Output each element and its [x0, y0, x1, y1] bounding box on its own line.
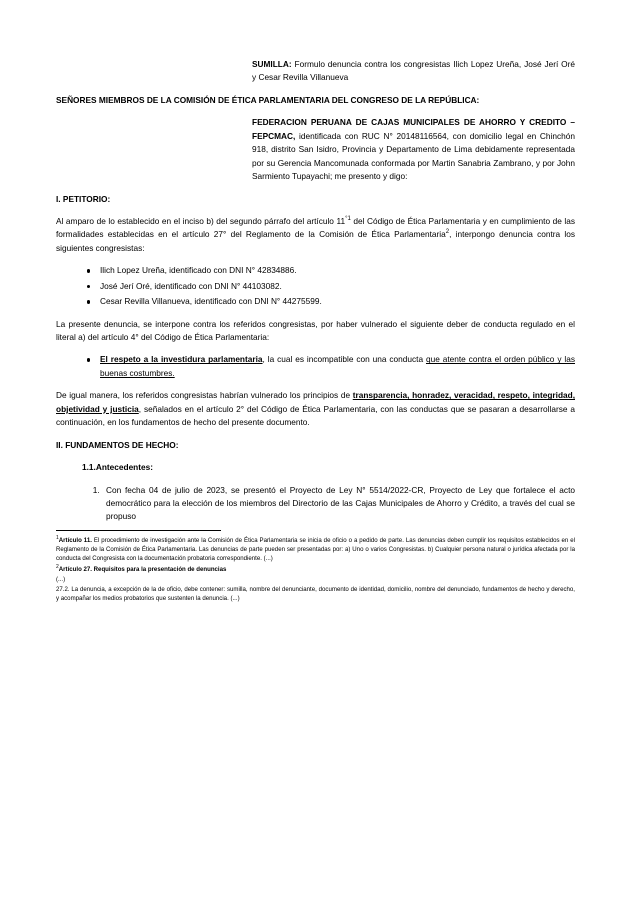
list-item	[100, 353, 575, 380]
party-details: identificada con RUC N° 20148116564, con domicilio legal en Chinchón 918, distrito San Isidro, Provincia y Departamento de Lima debidamente representada por su Gerencia Mancomunada conformada por Martin Sanabria Zambrano, y por John Sarmiento Tupayachi; me presento y digo:	[252, 130, 575, 182]
party-block	[252, 116, 575, 183]
footnote-2-mark: 2	[56, 563, 59, 570]
footnote-separator	[56, 530, 221, 531]
footnote-2	[56, 564, 575, 574]
antecedentes-list	[56, 484, 575, 524]
footnote-1-bold: Artículo 11.	[58, 536, 92, 544]
list-item: José Jerí Oré, identificado con DNI N° 44103082.	[100, 280, 575, 293]
list-item: Cesar Revilla Villanueva, identificado con DNI N° 44275599.	[100, 295, 575, 308]
footnote-2-line2: (...)	[56, 575, 66, 583]
petitorio-part2: del Código de Ética Parlamentaria y en cumplimiento de las formalidades establecidas en el artículo 27° del Reglamento de la Comisión de Ética Parlamentaria	[56, 215, 575, 240]
petitorio-part3: , interpongo denuncia contra los siguientes congresistas:	[56, 229, 575, 253]
sumilla-label: SUMILLA:	[252, 59, 292, 69]
footnote-1	[56, 535, 575, 563]
section-fundamentos-title: II. FUNDAMENTOS DE HECHO:	[56, 439, 179, 450]
principios-part1: De igual manera, los referidos congresistas habrían vulnerado los principios de	[56, 390, 353, 401]
footnote-ref-1: °1	[345, 216, 351, 223]
deber-underlined-1: El respeto a la investidura parlamentaria	[100, 354, 263, 365]
footnotes-area	[56, 535, 575, 603]
footnote-2-line3: 27.2. La denuncia, a excepción de la de oficio, debe contener: sumilla, nombre del denunciante, documento de identidad, domicilio, nombre del denunciado, fundamentos de hecho y derecho, y acompañar los medios probatorios que sustenten la denuncia. (...)	[56, 585, 575, 602]
deber-middle: , la cual es incompatible con una conducta	[262, 354, 426, 365]
party-name: FEDERACION PERUANA DE CAJAS MUNICIPALES DE AHORRO Y CREDITO – FEPCMAC,	[252, 117, 575, 141]
petitorio-part1: Al amparo de lo establecido en el inciso b) del segundo párrafo del artículo 11	[56, 215, 346, 226]
principios-paragraph	[56, 389, 575, 429]
denuncia-paragraph: La presente denuncia, se interpone contra los referidos congresistas, por haber vulnerado el siguiente deber de conducta regulado en el literal a) del artículo 4° del Código de Ética Parlamentaria:	[56, 318, 575, 342]
subsection-antecedentes-title: 1.1.Antecedentes:	[82, 462, 154, 473]
principios-underlined: transparencia, honradez, veracidad, respeto, integridad, objetividad y justicia	[56, 390, 575, 414]
sumilla-block	[252, 58, 575, 85]
list-item: 1. Con fecha 04 de julio de 2023, se presentó el Proyecto de Ley N° 5514/2022-CR, Proyecto de Ley que fortalece el acto democrático para la elección de los miembros del Directorio de las Cajas Municipales de Ahorro y Crédito, a través del cual se propuso	[102, 484, 575, 524]
list-item: Ilich Lopez Ureña, identificado con DNI N° 42834886.	[100, 264, 575, 277]
document-body	[56, 58, 575, 603]
principios-part2: , señalados en el artículo 2° del Código de Ética Parlamentaria, con las conductas que se pasaran a desarrollarse a continuación, en los fundamentos de hecho del presente documento.	[56, 403, 575, 428]
congresistas-list	[56, 264, 575, 308]
deber-list	[56, 353, 575, 380]
footnote-ref-2: 2	[445, 229, 450, 236]
deber-underlined-2: que atente contra el orden público y las buenas costumbres.	[100, 354, 575, 378]
sumilla-text: Formulo denuncia contra los congresistas Ilich Lopez Ureña, José Jerí Oré y Cesar Revilla Villanueva	[252, 59, 575, 83]
section-petitorio-title: I. PETITORIO:	[56, 193, 111, 204]
footnote-1-mark: 1	[56, 534, 59, 541]
footnote-1-text: El procedimiento de investigación ante la Comisión de Ética Parlamentaria se inicia de oficio o a pedido de parte. Las denuncias deben cumplir los requisitos establecidos en el Reglamento de la Comisión de Ética Parlamentaria. Las denuncias de parte pueden ser presentadas por: a) Uno o varios Congresistas. b) Cualquier persona natural o jurídica afectada por la conducta del Congresista con la documentación probatoria correspondiente. (...)	[56, 536, 575, 562]
footnote-2-bold: Artículo 27. Requisitos para la presentación de denuncias	[58, 565, 227, 573]
petitorio-paragraph	[56, 215, 575, 255]
addressee-heading: SEÑORES MIEMBROS DE LA COMISIÓN DE ÉTICA PARLAMENTARIA DEL CONGRESO DE LA REPÚBLICA:	[56, 94, 480, 105]
